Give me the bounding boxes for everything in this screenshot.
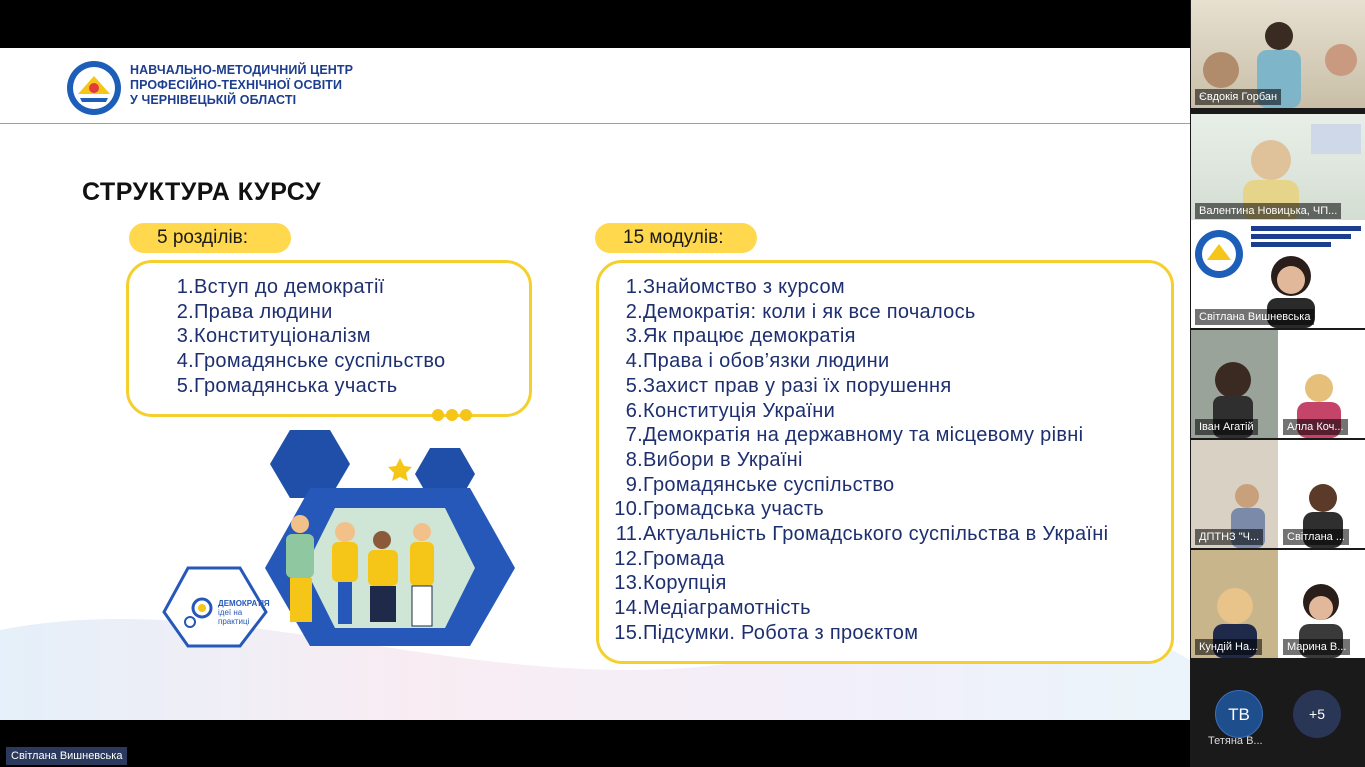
module-item: 10.Громадська участь	[614, 498, 825, 521]
module-item: 9.Громадянське суспільство	[625, 473, 895, 496]
participant-tile[interactable]	[1191, 220, 1365, 328]
participant-tile[interactable]	[1191, 550, 1365, 658]
more-participants-button[interactable]: +5	[1293, 690, 1341, 738]
module-item: 1.Знайомство з курсом	[625, 276, 845, 298]
badge-line-3: практиці	[218, 617, 250, 626]
module-item: 8.Вибори в Україні	[625, 448, 803, 471]
org-logo	[66, 60, 122, 116]
module-item: 6.Конституція України	[625, 399, 836, 422]
modules-list	[608, 275, 1108, 646]
module-item: 13.Корупція	[614, 572, 727, 595]
org-name-line-2: ПРОФЕСІЙНО-ТЕХНІЧНОЇ ОСВІТИ	[130, 78, 343, 92]
participants-gallery	[1190, 0, 1365, 767]
module-item: 14.Медіаграмотність	[614, 597, 811, 620]
participant-tile[interactable]	[1191, 440, 1365, 548]
participant-tile[interactable]	[1191, 114, 1365, 222]
module-item: 15.Підсумки. Робота з проєктом	[614, 621, 919, 644]
slide-title: СТРУКТУРА КУРСУ	[82, 178, 322, 206]
module-item: 2.Демократія: коли і як все почалось	[625, 300, 976, 323]
section-item: 5.Громадянська участь	[176, 374, 398, 397]
section-item: 4.Громадянське суспільство	[176, 350, 446, 373]
participant-name: Кундій На...	[1195, 639, 1262, 655]
module-item: 11.Актуальність Громадського суспільства в Україні	[615, 523, 1109, 546]
participant-name-2: Алла Коч...	[1283, 419, 1348, 435]
sections-list	[168, 275, 445, 399]
org-name-line-1: НАВЧАЛЬНО-МЕТОДИЧНИЙ ЦЕНТР	[130, 63, 354, 77]
presenter-bar	[0, 720, 1190, 767]
module-item: 3.Як працює демократія	[625, 325, 856, 348]
org-name	[130, 63, 353, 108]
participant-name-2: Марина В...	[1283, 639, 1350, 655]
participant-name: Іван Агатій	[1195, 419, 1258, 435]
module-item: 7.Демократія на державному та місцевому рівні	[625, 424, 1084, 447]
section-item: 2.Права людини	[176, 300, 333, 323]
democracy-illustration	[160, 428, 520, 648]
module-item: 5.Захист прав у разі їх порушення	[625, 374, 952, 397]
presenter-name-tag: Світлана Вишневська	[6, 747, 127, 765]
presentation-slide	[0, 48, 1190, 720]
participant-avatar-name: Тетяна В...	[1208, 735, 1263, 747]
participant-name-2: Світлана ...	[1283, 529, 1349, 545]
module-item: 12.Громада	[614, 547, 725, 570]
sections-label: 5 розділів:	[129, 223, 291, 253]
decorative-dots	[432, 408, 474, 426]
modules-label: 15 модулів:	[595, 223, 757, 253]
badge-line-1: ДЕМОКРАТІЯ	[218, 599, 270, 608]
participant-avatar[interactable]: ТВ	[1215, 690, 1263, 738]
participant-name: Євдокія Горбан	[1195, 89, 1281, 105]
participant-name: Світлана Вишневська	[1195, 309, 1314, 325]
section-item: 3.Конституціоналізм	[176, 325, 371, 348]
org-name-line-3: У ЧЕРНІВЕЦЬКІЙ ОБЛАСТІ	[130, 93, 297, 107]
badge-line-2: ідеї на	[218, 608, 243, 617]
participant-name: ДПТНЗ "Ч...	[1195, 529, 1263, 545]
module-item: 4.Права і обов’язки людини	[625, 350, 890, 373]
participant-name: Валентина Новицька, ЧП...	[1195, 203, 1341, 219]
participant-tile[interactable]	[1191, 330, 1365, 438]
participant-tile[interactable]	[1191, 0, 1365, 108]
slide-header	[0, 48, 1190, 124]
section-item: 1.Вступ до демократії	[176, 276, 385, 298]
